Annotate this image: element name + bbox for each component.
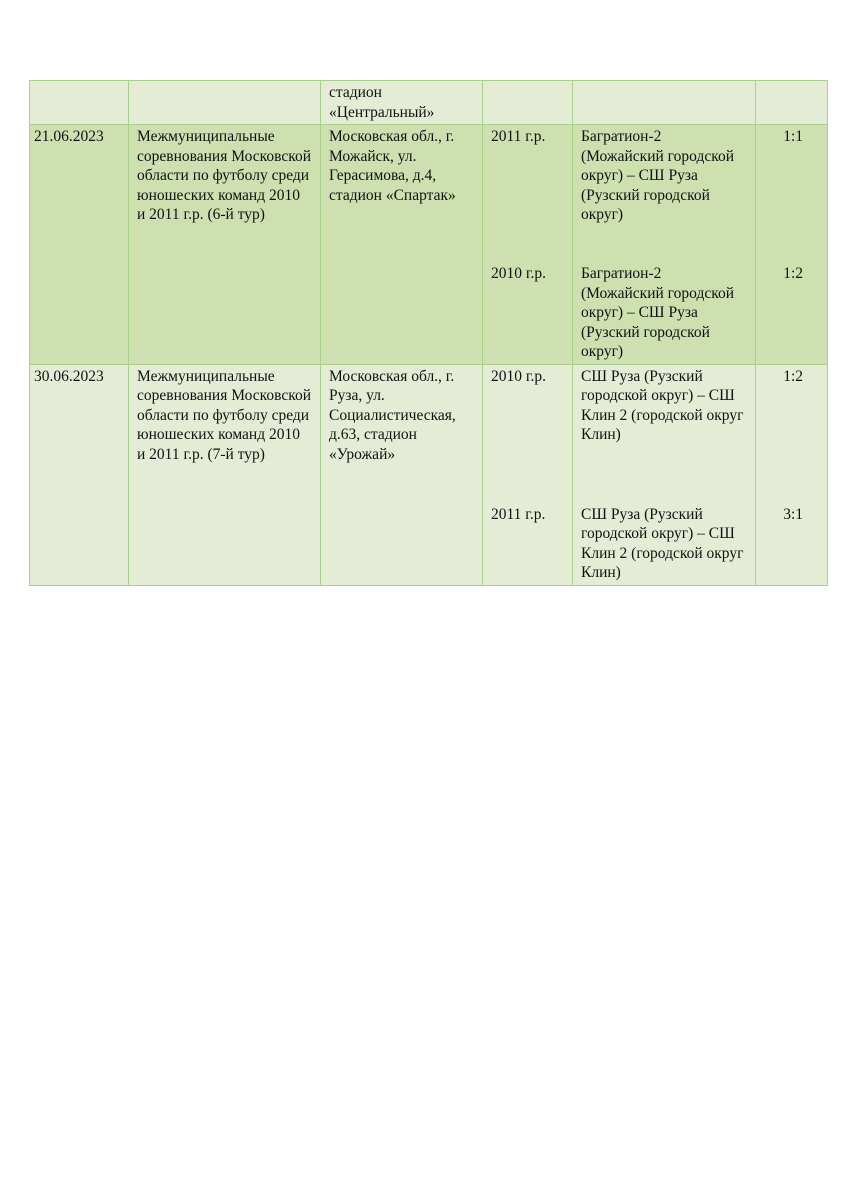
event-text: Межмуниципальные соревнования Московской области по футболу среди юношеских команд 2010 и 2011 г.р. (6-й тур) xyxy=(137,128,312,223)
table-row xyxy=(30,125,828,365)
age-cell xyxy=(483,364,573,585)
venue-text: Московская обл., г. Можайск, ул. Герасимова, д.4, стадион «Спартак» xyxy=(329,128,456,204)
match-teams: СШ Руза (Рузский городской округ) – СШ Клин 2 (городской округ Клин) xyxy=(581,505,744,581)
match-score: 1:2 xyxy=(783,265,803,282)
results-table xyxy=(29,80,828,586)
score-cell xyxy=(756,81,828,125)
table-row xyxy=(30,364,828,585)
teams-cell xyxy=(573,81,756,125)
match-teams: СШ Руза (Рузский городской округ) – СШ Клин 2 (городской округ Клин) xyxy=(581,367,744,443)
date-cell xyxy=(30,364,129,585)
teams-cell xyxy=(573,364,756,585)
venue-cell xyxy=(321,125,483,365)
match-score: 1:1 xyxy=(783,128,803,145)
match-date: 30.06.2023 xyxy=(34,367,104,385)
table-row xyxy=(30,81,828,125)
match-date: 21.06.2023 xyxy=(34,128,104,145)
venue-text: стадион «Центральный» xyxy=(329,84,435,121)
teams-cell xyxy=(573,125,756,365)
age-group: 2010 г.р. xyxy=(491,265,546,282)
score-cell xyxy=(756,364,828,585)
match-score: 1:2 xyxy=(783,367,803,385)
match-teams: Багратион-2 (Можайский городской округ) – СШ Руза (Рузский городской округ) xyxy=(581,265,735,360)
event-text: Межмуниципальные соревнования Московской области по футболу среди юношеских команд 2010 и 2011 г.р. (7-й тур) xyxy=(137,367,312,463)
venue-cell xyxy=(321,364,483,585)
age-group: 2011 г.р. xyxy=(491,128,546,145)
event-cell xyxy=(129,81,321,125)
venue-text: Московская обл., г. Руза, ул. Социалистическая, д.63, стадион «Урожай» xyxy=(329,367,456,463)
event-cell xyxy=(129,125,321,365)
score-cell xyxy=(756,125,828,365)
age-cell xyxy=(483,81,573,125)
age-group: 2010 г.р. xyxy=(491,367,546,385)
event-cell xyxy=(129,364,321,585)
match-score: 3:1 xyxy=(783,505,803,523)
age-cell xyxy=(483,125,573,365)
date-cell xyxy=(30,125,129,365)
match-teams: Багратион-2 (Можайский городской округ) – СШ Руза (Рузский городской округ) xyxy=(581,128,735,223)
venue-cell xyxy=(321,81,483,125)
age-group: 2011 г.р. xyxy=(491,505,546,523)
date-cell xyxy=(30,81,129,125)
